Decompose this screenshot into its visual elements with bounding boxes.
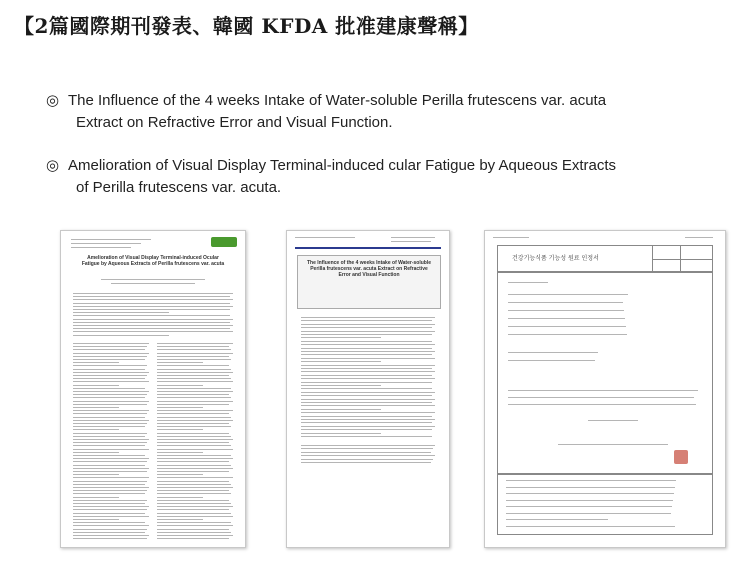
text-line bbox=[157, 455, 231, 456]
text-line bbox=[301, 324, 435, 325]
text-line bbox=[157, 506, 233, 507]
text-line bbox=[73, 436, 145, 437]
text-line bbox=[73, 293, 233, 294]
text-line bbox=[73, 312, 169, 313]
text-line bbox=[73, 410, 149, 411]
text-line bbox=[157, 497, 203, 498]
text-line bbox=[301, 358, 435, 359]
double-circle-bullet-icon: ◎ bbox=[46, 92, 60, 109]
text-line bbox=[301, 412, 435, 413]
text-line bbox=[73, 423, 147, 424]
text-line bbox=[301, 382, 432, 383]
text-line bbox=[157, 490, 229, 491]
text-line bbox=[157, 397, 231, 398]
text-line bbox=[301, 348, 432, 349]
text-line bbox=[301, 409, 381, 410]
text-line bbox=[73, 346, 147, 347]
text-line bbox=[301, 344, 435, 345]
text-line bbox=[157, 529, 229, 530]
text-line bbox=[73, 538, 147, 539]
text-line bbox=[73, 394, 147, 395]
paper-2-thumbnail bbox=[286, 230, 450, 548]
text-line bbox=[157, 362, 203, 363]
text-line bbox=[73, 388, 145, 389]
text-line bbox=[73, 343, 149, 344]
text-line bbox=[73, 378, 145, 379]
text-line bbox=[508, 302, 623, 303]
text-line bbox=[73, 426, 145, 427]
text-line bbox=[301, 331, 435, 332]
text-line bbox=[157, 468, 233, 469]
text-line bbox=[157, 372, 233, 373]
text-line bbox=[73, 353, 149, 354]
text-line bbox=[73, 461, 147, 462]
text-line bbox=[73, 525, 149, 526]
text-line bbox=[301, 433, 381, 434]
text-line bbox=[73, 404, 147, 405]
text-line bbox=[73, 372, 149, 373]
text-line bbox=[506, 500, 673, 501]
text-line bbox=[157, 481, 229, 482]
text-line bbox=[157, 420, 233, 421]
text-line bbox=[157, 365, 229, 366]
certificate-header-box bbox=[497, 245, 713, 273]
text-line bbox=[157, 513, 231, 514]
text-line bbox=[157, 484, 231, 485]
journal-logo bbox=[211, 237, 237, 247]
text-line bbox=[508, 334, 627, 335]
text-line bbox=[73, 455, 145, 456]
text-line bbox=[73, 319, 233, 320]
text-line bbox=[157, 429, 203, 430]
text-line bbox=[157, 407, 203, 408]
text-line bbox=[301, 416, 432, 417]
text-line bbox=[508, 310, 624, 311]
text-line bbox=[508, 318, 625, 319]
text-line bbox=[157, 436, 231, 437]
text-line bbox=[73, 433, 147, 434]
text-line bbox=[508, 294, 628, 295]
text-line bbox=[506, 480, 676, 481]
text-line bbox=[157, 465, 231, 466]
text-line bbox=[157, 423, 229, 424]
text-line bbox=[301, 371, 435, 372]
text-line bbox=[73, 487, 149, 488]
text-line bbox=[301, 462, 431, 463]
text-line bbox=[157, 449, 233, 450]
text-line bbox=[506, 526, 675, 527]
text-line bbox=[506, 506, 672, 507]
text-line bbox=[301, 402, 432, 403]
text-line bbox=[301, 320, 432, 321]
text-line bbox=[157, 385, 203, 386]
text-line bbox=[73, 322, 230, 323]
text-line bbox=[301, 395, 432, 396]
text-line bbox=[508, 360, 595, 361]
text-line bbox=[157, 538, 229, 539]
text-line bbox=[157, 369, 231, 370]
publication-1-line1: The Influence of the 4 weeks Intake of Water-soluble Perilla frutescens var. acuta bbox=[68, 92, 607, 109]
text-line bbox=[301, 351, 435, 352]
text-line bbox=[558, 444, 668, 445]
text-line bbox=[73, 397, 145, 398]
text-line bbox=[301, 392, 435, 393]
text-line bbox=[73, 331, 233, 332]
text-line bbox=[301, 385, 381, 386]
text-line bbox=[157, 394, 229, 395]
text-line bbox=[508, 390, 698, 391]
text-line bbox=[73, 429, 119, 430]
publication-2-line2: of Perilla frutescens var. acuta. bbox=[76, 179, 282, 196]
text-line bbox=[157, 452, 203, 453]
text-line bbox=[157, 346, 229, 347]
text-line bbox=[73, 484, 145, 485]
text-line bbox=[157, 388, 231, 389]
text-line bbox=[73, 519, 119, 520]
text-line bbox=[157, 353, 233, 354]
kfda-certificate-thumbnail bbox=[484, 230, 726, 548]
text-line bbox=[157, 343, 233, 344]
text-line bbox=[301, 341, 432, 342]
text-line bbox=[301, 378, 435, 379]
text-line bbox=[73, 532, 145, 533]
text-line bbox=[73, 407, 119, 408]
text-line bbox=[73, 391, 149, 392]
text-line bbox=[73, 506, 149, 507]
text-line bbox=[73, 309, 230, 310]
text-line bbox=[157, 417, 231, 418]
text-line bbox=[73, 522, 145, 523]
text-line bbox=[157, 445, 231, 446]
text-line bbox=[73, 503, 145, 504]
text-line bbox=[157, 532, 231, 533]
text-line bbox=[73, 325, 233, 326]
text-line bbox=[157, 519, 203, 520]
text-line bbox=[301, 426, 435, 427]
text-line bbox=[157, 439, 233, 440]
text-line bbox=[73, 315, 230, 316]
text-line bbox=[73, 439, 149, 440]
text-line bbox=[157, 522, 231, 523]
text-line bbox=[157, 471, 229, 472]
text-line bbox=[157, 500, 229, 501]
text-line bbox=[506, 519, 608, 520]
text-line bbox=[73, 442, 147, 443]
text-line bbox=[73, 449, 149, 450]
text-line bbox=[157, 359, 231, 360]
text-line bbox=[301, 399, 435, 400]
text-line bbox=[73, 535, 149, 536]
text-line bbox=[73, 381, 149, 382]
text-line bbox=[157, 458, 233, 459]
text-line bbox=[73, 362, 119, 363]
text-line bbox=[506, 487, 675, 488]
publication-item-2 bbox=[46, 155, 726, 199]
text-line bbox=[73, 417, 145, 418]
text-line bbox=[157, 349, 231, 350]
certificate-title: 건강기능식품 기능성 원료 인정서 bbox=[512, 255, 599, 262]
publication-item-1 bbox=[46, 90, 726, 134]
text-line bbox=[301, 436, 432, 437]
text-line bbox=[73, 497, 119, 498]
text-line bbox=[157, 535, 233, 536]
text-line bbox=[73, 401, 149, 402]
text-line bbox=[157, 503, 231, 504]
text-line bbox=[73, 306, 233, 307]
text-line bbox=[73, 335, 169, 336]
text-line bbox=[157, 381, 233, 382]
text-line bbox=[301, 354, 432, 355]
text-line bbox=[588, 420, 638, 421]
text-line bbox=[73, 445, 145, 446]
text-line bbox=[301, 375, 432, 376]
text-line bbox=[157, 401, 233, 402]
text-line bbox=[301, 405, 435, 406]
text-line bbox=[301, 317, 435, 318]
text-line bbox=[157, 410, 233, 411]
text-line bbox=[157, 391, 233, 392]
text-line bbox=[301, 337, 381, 338]
text-line bbox=[157, 516, 233, 517]
paper-1-thumbnail bbox=[60, 230, 246, 548]
certificate-notes-box bbox=[497, 473, 713, 535]
text-line bbox=[506, 493, 674, 494]
text-line bbox=[73, 490, 147, 491]
paper-2-header-band bbox=[295, 247, 441, 249]
text-line bbox=[157, 509, 229, 510]
page-title: 【2篇國際期刊發表、韓國 KFDA 批准建康聲稱】 bbox=[14, 14, 479, 38]
text-line bbox=[157, 525, 233, 526]
text-line bbox=[73, 296, 230, 297]
text-line bbox=[157, 474, 203, 475]
text-line bbox=[73, 328, 230, 329]
text-line bbox=[301, 388, 432, 389]
text-line bbox=[157, 375, 229, 376]
text-line bbox=[301, 365, 435, 366]
text-line bbox=[73, 365, 147, 366]
text-line bbox=[508, 326, 626, 327]
text-line bbox=[73, 465, 145, 466]
paper-2-title: The Influence of the 4 weeks Intake of Water-soluble Perilla frutescens var. acuta Extract on Refractive Error and Visual Function bbox=[306, 260, 431, 278]
publication-1-line2: Extract on Refractive Error and Visual Function. bbox=[76, 114, 393, 131]
text-line bbox=[73, 471, 147, 472]
text-line bbox=[157, 433, 229, 434]
text-line bbox=[73, 452, 119, 453]
text-line bbox=[301, 327, 432, 328]
text-line bbox=[73, 299, 233, 300]
text-line bbox=[508, 397, 694, 398]
text-line bbox=[73, 458, 149, 459]
text-line bbox=[73, 359, 145, 360]
text-line bbox=[73, 375, 147, 376]
text-line bbox=[73, 516, 149, 517]
paper-1-title: Amelioration of Visual Display Terminal-induced Ocular Fatigue by Aqueous Extracts of Perilla frutescens var. acuta bbox=[81, 255, 225, 267]
text-line bbox=[301, 448, 433, 449]
text-line bbox=[157, 413, 229, 414]
text-line bbox=[301, 445, 435, 446]
certificate-body-box bbox=[497, 271, 713, 475]
text-line bbox=[157, 356, 229, 357]
text-line bbox=[73, 500, 147, 501]
text-line bbox=[157, 487, 233, 488]
text-line bbox=[73, 385, 119, 386]
publication-2-line1: Amelioration of Visual Display Terminal-induced cular Fatigue by Aqueous Extracts bbox=[68, 157, 617, 174]
text-line bbox=[73, 413, 147, 414]
text-line bbox=[73, 513, 145, 514]
text-line bbox=[73, 529, 147, 530]
text-line bbox=[301, 459, 433, 460]
text-line bbox=[73, 349, 145, 350]
text-line bbox=[157, 442, 229, 443]
text-line bbox=[73, 303, 230, 304]
text-line bbox=[301, 452, 431, 453]
text-line bbox=[73, 356, 147, 357]
text-line bbox=[301, 429, 432, 430]
text-line bbox=[301, 361, 381, 362]
text-line bbox=[73, 481, 147, 482]
text-line bbox=[301, 368, 432, 369]
text-line bbox=[508, 282, 548, 283]
text-line bbox=[157, 378, 231, 379]
text-line bbox=[508, 352, 598, 353]
text-line bbox=[157, 477, 233, 478]
text-line bbox=[73, 477, 149, 478]
paper-2-title-box bbox=[297, 255, 441, 309]
text-line bbox=[157, 404, 229, 405]
text-line bbox=[301, 422, 432, 423]
text-line bbox=[157, 493, 231, 494]
text-line bbox=[301, 334, 432, 335]
double-circle-bullet-icon: ◎ bbox=[46, 157, 60, 174]
text-line bbox=[157, 461, 229, 462]
text-line bbox=[508, 404, 696, 405]
text-line bbox=[73, 420, 149, 421]
official-seal bbox=[674, 450, 688, 464]
text-line bbox=[157, 426, 231, 427]
text-line bbox=[301, 419, 435, 420]
text-line bbox=[73, 509, 147, 510]
text-line bbox=[301, 455, 435, 456]
text-line bbox=[506, 513, 671, 514]
text-line bbox=[73, 369, 145, 370]
text-line bbox=[73, 474, 119, 475]
text-line bbox=[73, 493, 145, 494]
text-line bbox=[73, 468, 149, 469]
